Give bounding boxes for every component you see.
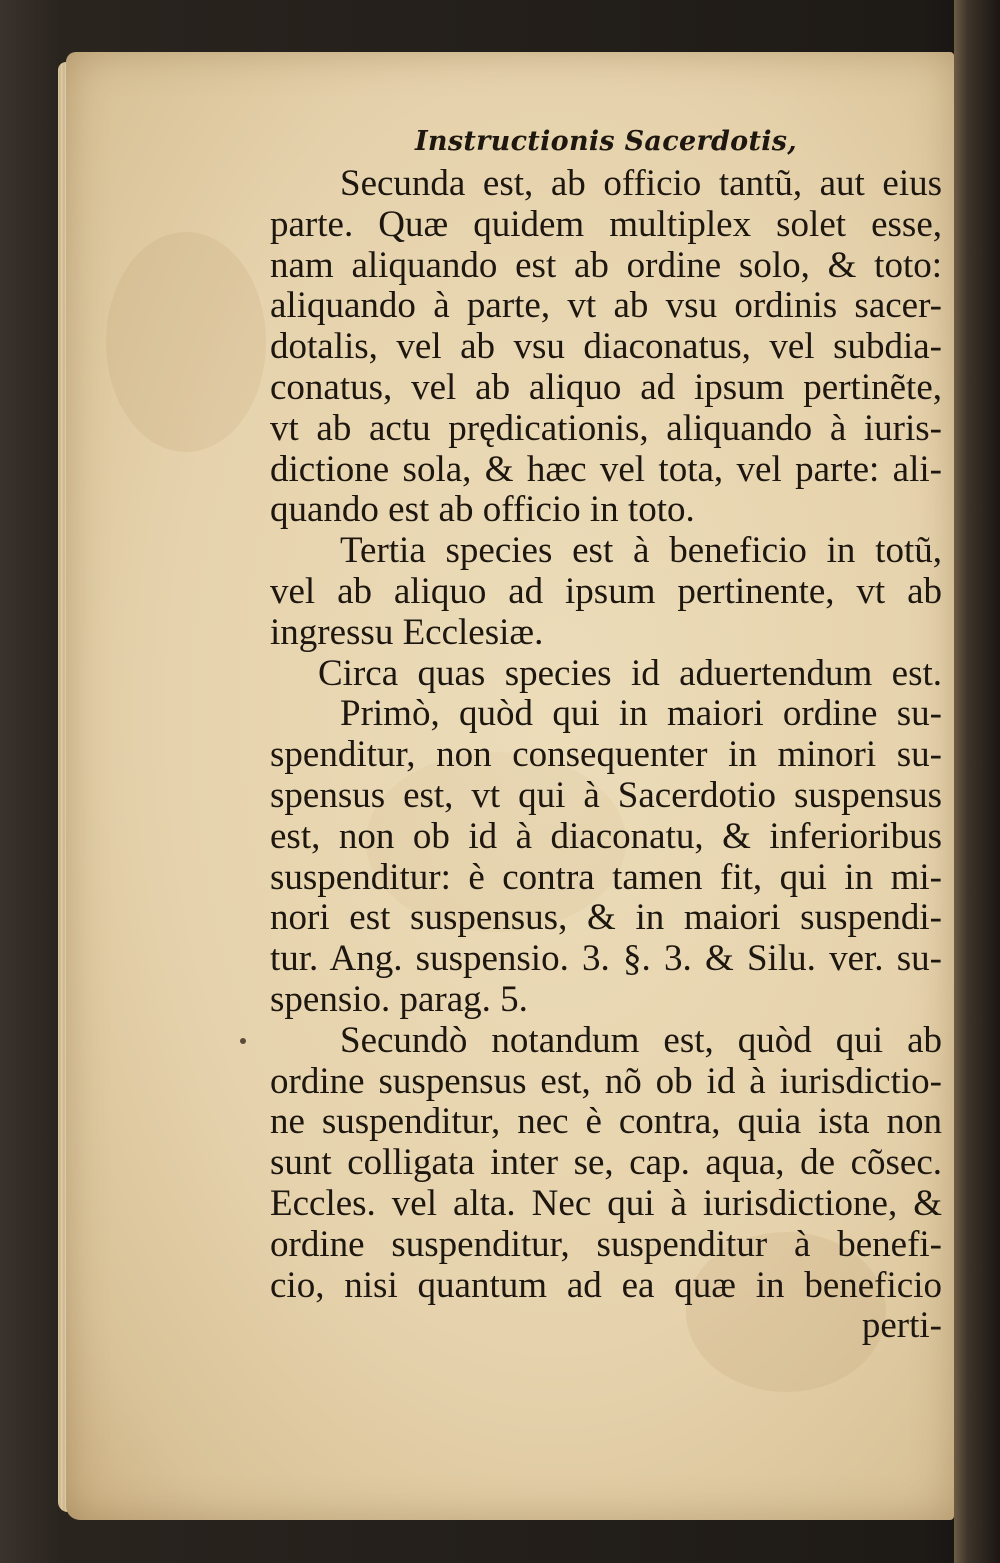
text-line: aliquando à parte, vt ab vsu ordinis sacer-: [270, 285, 942, 327]
text-line: Eccles. vel alta. Nec qui à iurisdictione, &: [270, 1182, 942, 1224]
text-line: spensus est, vt qui à Sacerdotio suspensus: [270, 774, 942, 816]
text-line: tur. Ang. suspensio. 3. §. 3. & Silu. ver. su-: [270, 938, 942, 980]
text-line: ne suspenditur, nec è contra, quia ista non: [270, 1101, 942, 1143]
text-line: parte. Quæ quidem multiplex solet esse,: [270, 203, 942, 245]
text-line: est, non ob id à diaconatu, & inferioribus: [270, 815, 942, 857]
text-line: nam aliquando est ab ordine solo, & toto:: [270, 244, 942, 286]
text-line: cio, nisi quantum ad ea quæ in beneficio: [270, 1264, 942, 1306]
text-line: ordine suspenditur, suspenditur à benefi-: [270, 1223, 942, 1265]
text-line: sunt colligata inter se, cap. aqua, de cõsec.: [270, 1142, 942, 1184]
text-line: Tertia species est à beneficio in totũ,: [340, 530, 942, 572]
text-line: vt ab actu prędicationis, aliquando à iuris-: [270, 407, 942, 449]
text-line: dotalis, vel ab vsu diaconatus, vel subdia-: [270, 326, 942, 368]
text-line: quando est ab officio in toto.: [270, 489, 695, 531]
book-spine-edge: [954, 0, 1000, 1563]
text-line: nori est suspensus, & in maiori suspendi-: [270, 897, 942, 939]
running-head: Instructionis Sacerdotis,: [414, 126, 797, 157]
text-line: vel ab aliquo ad ipsum pertinente, vt ab: [270, 570, 942, 612]
margin-ink-dot: [240, 1038, 246, 1044]
text-line: conatus, vel ab aliquo ad ipsum pertinẽte,: [270, 366, 942, 408]
text-line: Circa quas species id aduertendum est.: [318, 652, 942, 694]
catchword: perti-: [861, 1305, 942, 1347]
text-line: Secunda est, ab officio tantũ, aut eius: [340, 163, 942, 204]
text-line: ordine suspensus est, nõ ob id à iurisdictio-: [270, 1060, 942, 1102]
text-line: Secundò notandum est, quòd qui ab: [340, 1019, 942, 1061]
foxing-stain: [106, 232, 266, 452]
text-line: dictione sola, & hæc vel tota, vel parte: ali-: [270, 448, 942, 490]
text-line: spensio. parag. 5.: [270, 978, 528, 1020]
text-line: suspenditur: è contra tamen fit, qui in mi-: [270, 856, 942, 898]
page-text-block: [270, 122, 942, 1347]
text-line: Primò, quòd qui in maiori ordine su-: [340, 693, 942, 735]
text-line: spenditur, non consequenter in minori su-: [270, 734, 942, 776]
text-line: ingressu Ecclesiæ.: [270, 611, 544, 653]
